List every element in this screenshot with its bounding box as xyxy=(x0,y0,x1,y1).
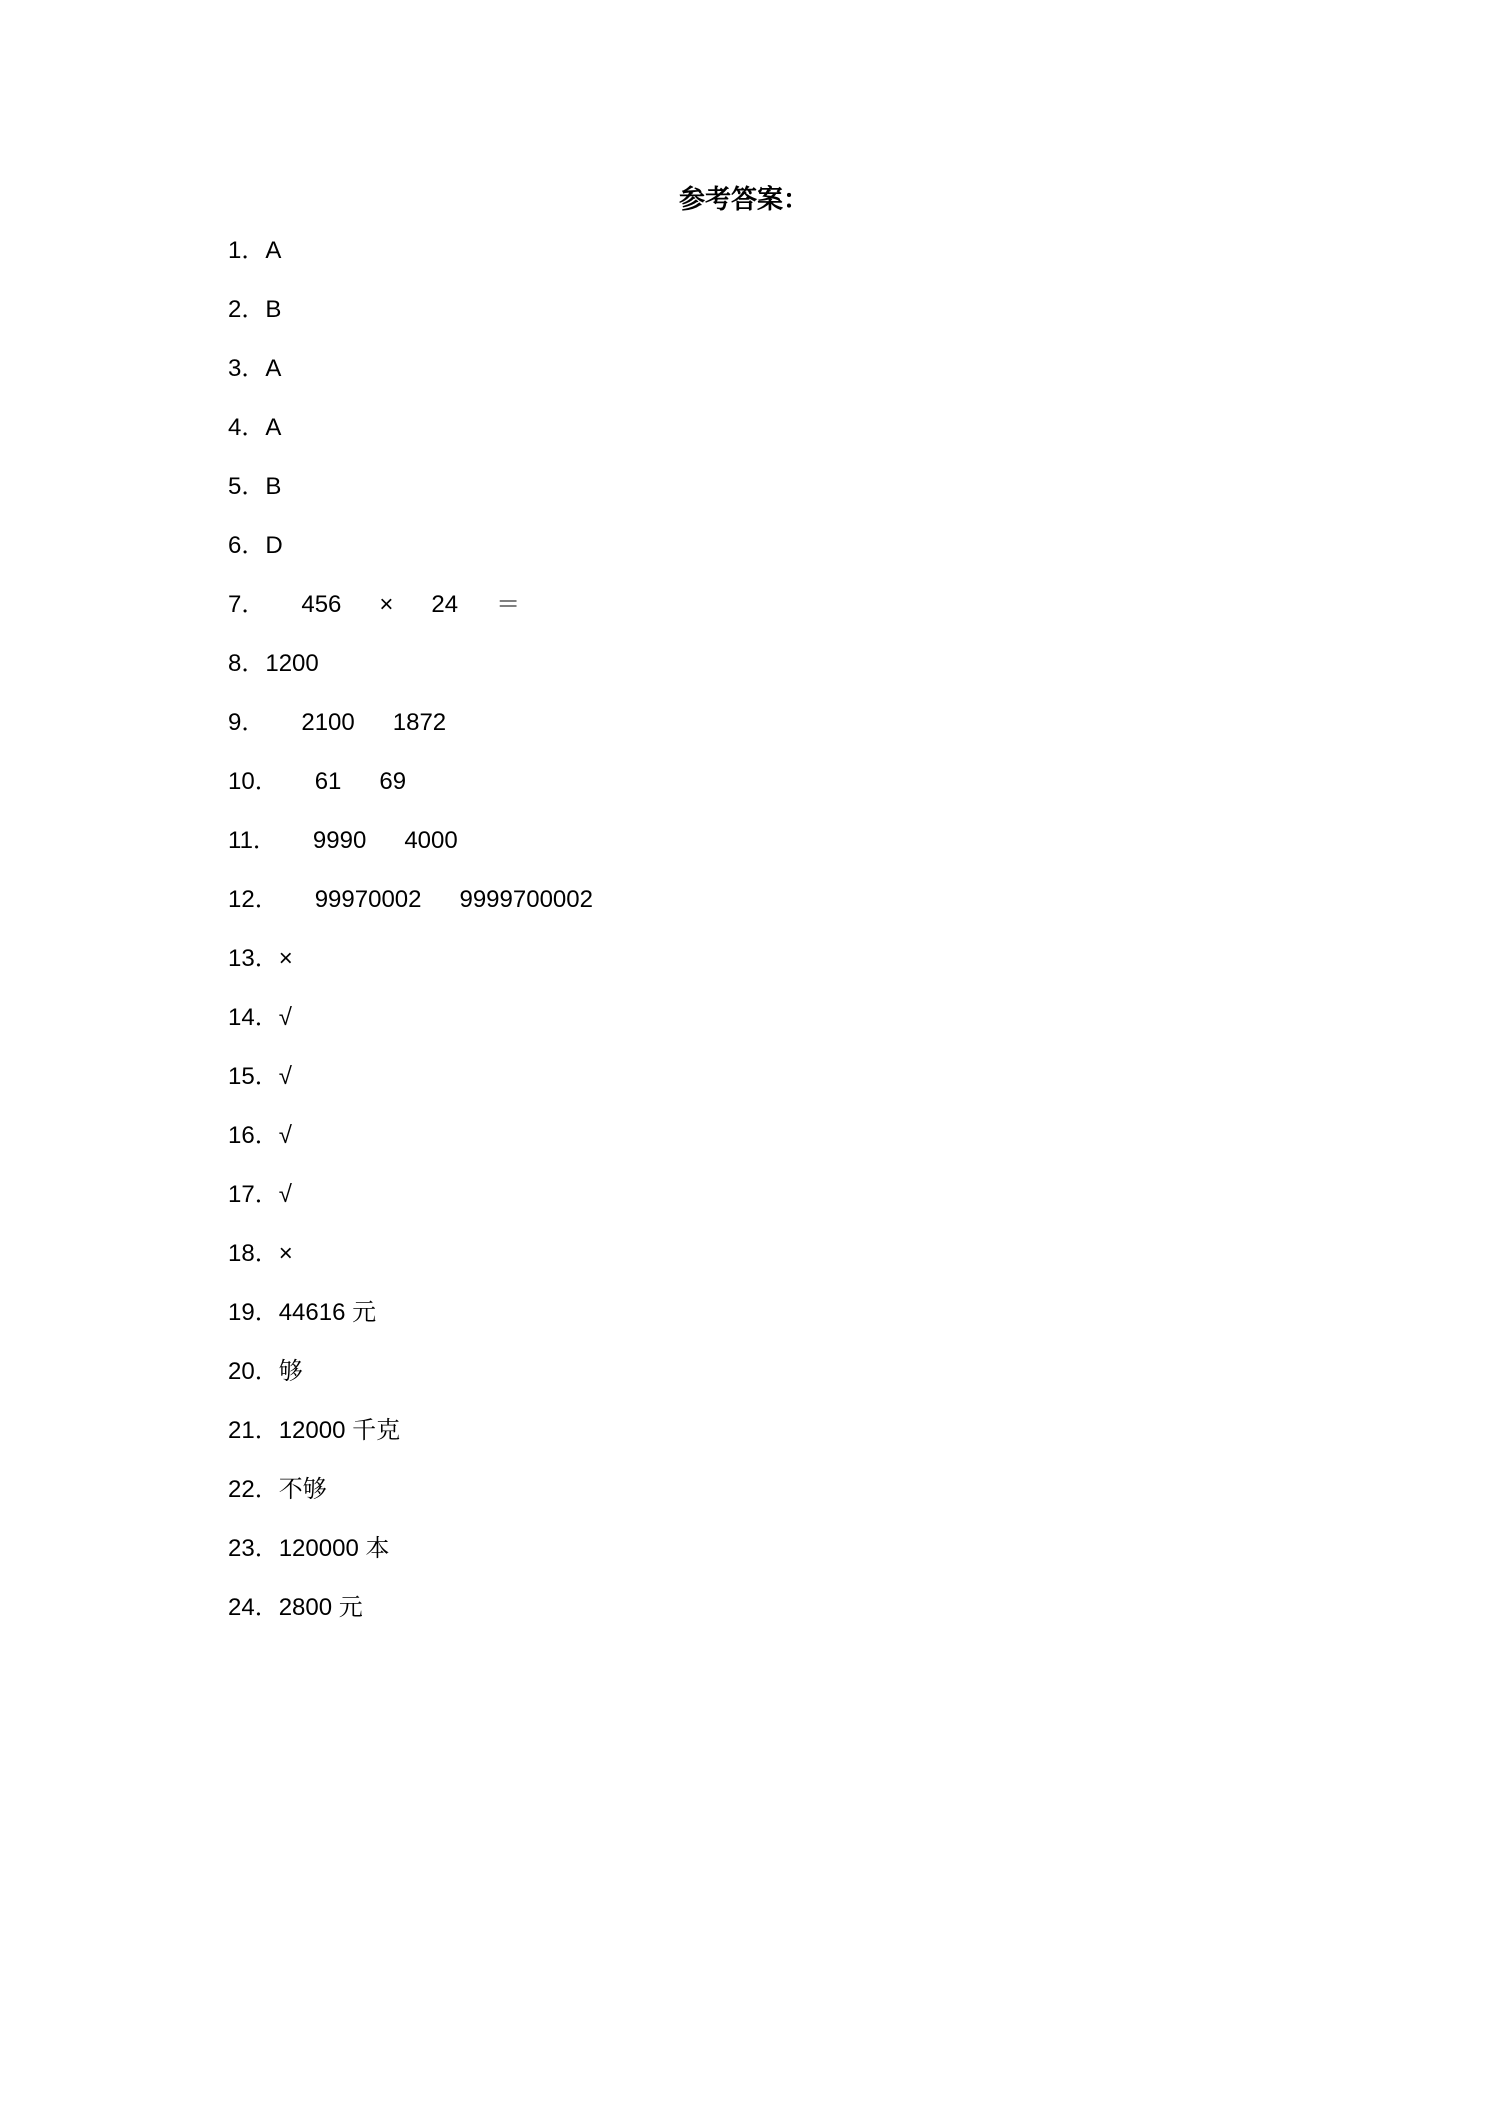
answer-number: 6． xyxy=(228,532,266,559)
answer-number: 23． xyxy=(228,1535,279,1562)
answer-item-24 xyxy=(228,1589,593,1648)
answer-item-4 xyxy=(228,409,593,468)
answer-text: 120000 本 xyxy=(278,1535,390,1562)
answer-item-7 xyxy=(228,586,593,645)
answer-number: 2． xyxy=(228,296,266,323)
answer-text: √ xyxy=(278,1063,292,1090)
answer-item-23 xyxy=(228,1530,593,1589)
answer-item-5 xyxy=(228,468,593,527)
answer-item-10 xyxy=(228,763,593,822)
answer-item-3 xyxy=(228,350,593,409)
answer-item-9 xyxy=(228,704,593,763)
answer-item-1 xyxy=(228,232,593,291)
answer-number: 21． xyxy=(228,1417,279,1444)
answer-item-16 xyxy=(228,1117,593,1176)
answer-text: 44616 元 xyxy=(278,1299,377,1326)
answer-item-8 xyxy=(228,645,593,704)
answer-number: 10． xyxy=(228,768,279,795)
answer-blank: 99970002 xyxy=(314,886,422,913)
answer-number: 16． xyxy=(228,1122,279,1149)
answer-text: B xyxy=(265,296,282,323)
answer-blank: × xyxy=(379,591,394,618)
answer-number: 8． xyxy=(228,650,266,677)
answer-text: D xyxy=(265,532,283,559)
answer-number: 14． xyxy=(228,1004,279,1031)
answer-text: × xyxy=(278,1240,293,1267)
answer-text: A xyxy=(265,414,282,441)
answer-blank: 2100 xyxy=(301,709,355,736)
answer-blank: 4000 xyxy=(404,827,458,854)
answer-text: 够 xyxy=(278,1358,303,1385)
answer-item-11 xyxy=(228,822,593,881)
answer-text: √ xyxy=(278,1181,292,1208)
answer-item-6 xyxy=(228,527,593,586)
answer-number: 17． xyxy=(228,1181,279,1208)
answer-text: × xyxy=(278,945,293,972)
answer-number: 18． xyxy=(228,1240,279,1267)
answer-item-12 xyxy=(228,881,593,940)
answer-text: 2800 元 xyxy=(278,1594,363,1621)
answer-text: 不够 xyxy=(278,1476,327,1503)
answer-blank: 69 xyxy=(379,768,407,795)
answer-item-2 xyxy=(228,291,593,350)
answer-number: 3． xyxy=(228,355,266,382)
answer-number: 13． xyxy=(228,945,279,972)
answer-blank: 1872 xyxy=(392,709,447,736)
answer-item-13 xyxy=(228,940,593,999)
answer-number: 24． xyxy=(228,1594,279,1621)
answer-number: 20． xyxy=(228,1358,279,1385)
answer-number: 5． xyxy=(228,473,266,500)
answer-blank: 456 xyxy=(301,591,342,618)
answer-number: 7． xyxy=(228,591,266,618)
answer-item-22 xyxy=(228,1471,593,1530)
answer-text: √ xyxy=(278,1122,292,1149)
answer-number: 19． xyxy=(228,1299,279,1326)
answer-item-21 xyxy=(228,1412,593,1471)
answer-text: A xyxy=(265,355,282,382)
answer-blank: 24 xyxy=(431,591,459,618)
answer-text: √ xyxy=(278,1004,292,1031)
answer-item-14 xyxy=(228,999,593,1058)
answer-item-17 xyxy=(228,1176,593,1235)
answer-blank: 61 xyxy=(314,768,342,795)
answer-text: A xyxy=(265,237,282,264)
answer-list xyxy=(228,232,593,1648)
answer-number: 12． xyxy=(228,886,279,913)
answer-item-15 xyxy=(228,1058,593,1117)
answer-number: 11． xyxy=(228,827,277,854)
answer-item-19 xyxy=(228,1294,593,1353)
answer-item-20 xyxy=(228,1353,593,1412)
answer-number: 1． xyxy=(228,237,266,264)
answer-item-18 xyxy=(228,1235,593,1294)
answer-number: 4． xyxy=(228,414,266,441)
answer-number: 15． xyxy=(228,1063,279,1090)
answer-text: 12000 千克 xyxy=(278,1417,401,1444)
answer-blank: 9990 xyxy=(312,827,367,854)
answer-number: 9． xyxy=(228,709,266,736)
answer-blank: 9999700002 xyxy=(459,886,593,913)
answer-number: 22． xyxy=(228,1476,279,1503)
answer-blank: ＝ xyxy=(496,591,521,618)
answer-text: 1200 xyxy=(265,650,319,677)
page-title: 参考答案： xyxy=(678,185,809,215)
answer-text: B xyxy=(265,473,282,500)
